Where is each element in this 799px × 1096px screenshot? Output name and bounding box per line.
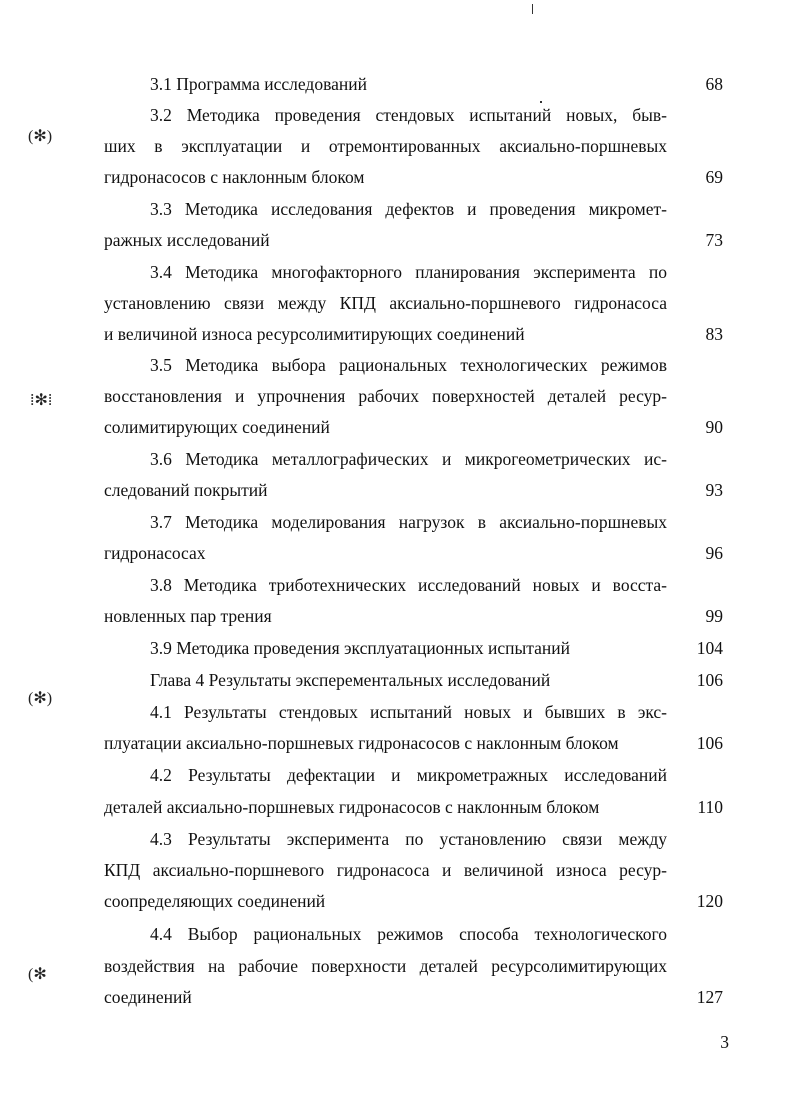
page-number: 3 [720, 1032, 729, 1052]
toc-entry-line: восстановления и упрочнения рабочих поверхностей деталей ресур- [104, 386, 667, 406]
scan-speck [540, 101, 542, 103]
toc-page-number: 120 [696, 891, 723, 911]
toc-entry-line: солимитирующих соединений [104, 417, 330, 437]
toc-page-number: 106 [696, 670, 723, 690]
toc-entry-line: 4.1 Результаты стендовых испытаний новых и бывших в экс- [150, 702, 667, 722]
toc-entry-line: КПД аксиально-поршневого гидронасоса и величиной износа ресур- [104, 860, 667, 880]
scan-mark: ⁞✻⁞ [30, 392, 53, 409]
toc-page-number: 99 [705, 606, 723, 626]
toc-entry-line: деталей аксиально-поршневых гидронасосов с наклонным блоком [104, 797, 600, 817]
toc-page-number: 73 [705, 230, 723, 250]
toc-entry-line: 3.2 Методика проведения стендовых испытаний новых, быв- [150, 105, 667, 125]
toc-entry-line: 3.7 Методика моделирования нагрузок в аксиально-поршневых [150, 512, 667, 532]
toc-entry-line: 3.6 Методика металлографических и микрогеометрических ис- [150, 449, 667, 469]
toc-entry-line: 3.9 Методика проведения эксплуатационных испытаний [150, 638, 571, 658]
toc-entry-line: ших в эксплуатации и отремонтированных аксиально-поршневых [104, 136, 667, 156]
toc-entry-line: и величиной износа ресурсолимитирующих соединений [104, 324, 525, 344]
toc-page-number: 96 [705, 543, 723, 563]
toc-entry-line: 4.2 Результаты дефектации и микрометражных исследований [150, 765, 667, 785]
toc-entry-line: следований покрытий [104, 480, 268, 500]
toc-page-number: 69 [705, 167, 723, 187]
scan-mark: (✻) [28, 690, 53, 707]
toc-entry-line: соединений [104, 987, 192, 1007]
toc-entry-line: плуатации аксиально-поршневых гидронасосов с наклонным блоком [104, 733, 619, 753]
toc-page-number: 83 [705, 324, 723, 344]
toc-entry-line: гидронасосах [104, 543, 206, 563]
toc-entry-line: 3.8 Методика триботехнических исследований новых и восста- [150, 575, 667, 595]
toc-entry-line: Глава 4 Результаты эксперементальных исследований [150, 670, 551, 690]
toc-entry-line: установлению связи между КПД аксиально-поршневого гидронасоса [104, 293, 667, 313]
toc-entry-line: воздействия на рабочие поверхности деталей ресурсолимитирующих [104, 956, 667, 976]
toc-page-number: 110 [697, 797, 723, 817]
toc-page-number: 90 [705, 417, 723, 437]
toc-entry-line: 3.1 Программа исследований [150, 74, 367, 94]
toc-page-number: 106 [696, 733, 723, 753]
scan-mark: (✻) [28, 128, 53, 145]
toc-entry-line: ражных исследований [104, 230, 270, 250]
toc-entry-line: 3.4 Методика многофакторного планирования эксперимента по [150, 262, 667, 282]
scan-mark: (✻ [28, 966, 47, 983]
toc-page-number: 104 [696, 638, 723, 658]
toc-page-number: 68 [705, 74, 723, 94]
toc-entry-line: 4.4 Выбор рациональных режимов способа технологического [150, 924, 667, 944]
toc-page-number: 127 [696, 987, 723, 1007]
toc-entry-line: гидронасосов с наклонным блоком [104, 167, 365, 187]
toc-entry-line: 3.3 Методика исследования дефектов и проведения микромет- [150, 199, 667, 219]
toc-entry-line: соопределяющих соединений [104, 891, 326, 911]
toc-entry-line: новленных пар трения [104, 606, 272, 626]
toc-entry-line: 4.3 Результаты эксперимента по установлению связи между [150, 829, 667, 849]
scan-speck [532, 4, 533, 14]
toc-page-number: 93 [705, 480, 723, 500]
toc-entry-line: 3.5 Методика выбора рациональных технологических режимов [150, 355, 667, 375]
